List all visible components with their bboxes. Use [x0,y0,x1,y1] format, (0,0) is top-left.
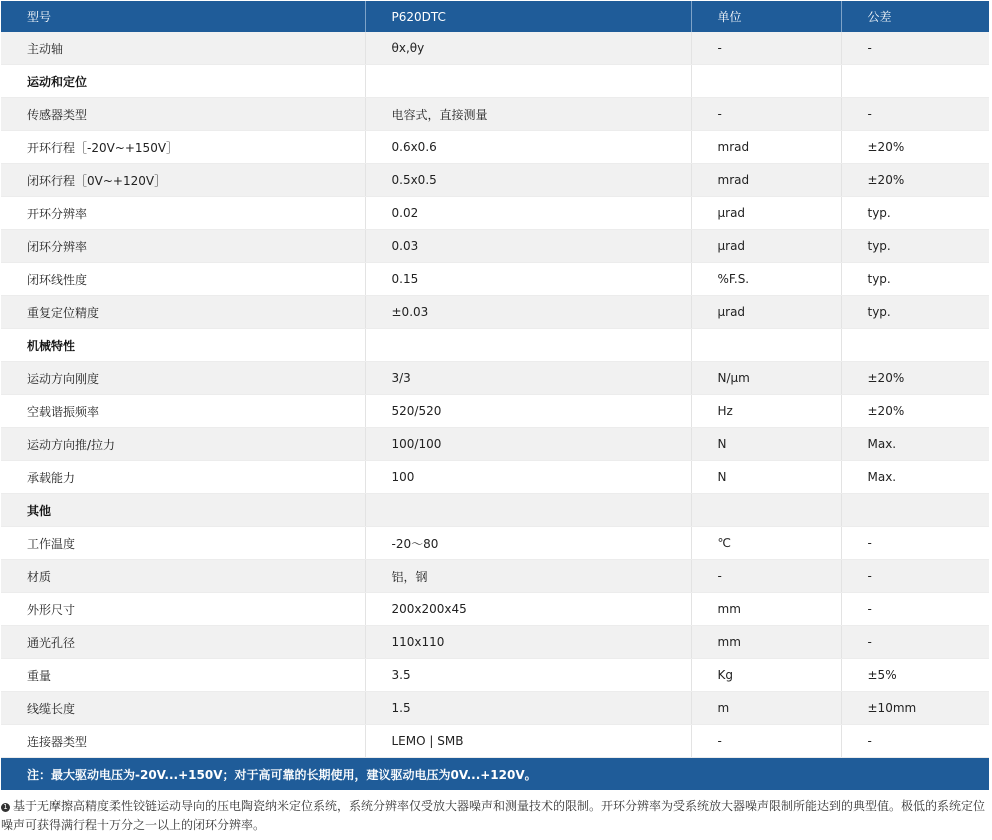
unit-cell: mrad [691,131,841,164]
unit-cell: m [691,692,841,725]
table-row [1,164,989,197]
param-name-cell: 空载谐振频率 [1,395,365,428]
unit-cell: - [691,560,841,593]
param-name-cell: 承载能力 [1,461,365,494]
value-cell [365,494,691,527]
value-cell: 1.5 [365,692,691,725]
value-cell: 110x110 [365,626,691,659]
section-row [1,65,989,98]
table-row [1,659,989,692]
table-row [1,296,989,329]
header-cell-unit: 单位 [691,1,841,32]
table-row [1,428,989,461]
param-name-cell: 重复定位精度 [1,296,365,329]
param-name-cell: 主动轴 [1,32,365,65]
param-name-cell: 闭环行程［0V~+120V］ [1,164,365,197]
param-name-cell: 开环行程［-20V~+150V］ [1,131,365,164]
section-title: 其他 [1,494,365,527]
tolerance-cell: - [841,593,989,626]
table-row [1,692,989,725]
tolerance-cell [841,329,989,362]
value-cell: 3.5 [365,659,691,692]
value-cell: 0.5x0.5 [365,164,691,197]
tolerance-cell: - [841,527,989,560]
tolerance-cell [841,65,989,98]
unit-cell: %F.S. [691,263,841,296]
param-name-cell: 通光孔径 [1,626,365,659]
param-name-cell: 开环分辨率 [1,197,365,230]
header-cell-model: 型号 [1,1,365,32]
tolerance-cell: - [841,32,989,65]
tolerance-cell: - [841,725,989,758]
value-cell: 铝，钢 [365,560,691,593]
tolerance-cell: ±5% [841,659,989,692]
unit-cell: - [691,98,841,131]
value-cell [365,65,691,98]
value-cell [365,329,691,362]
table-note: 注：最大驱动电压为-20V...+150V；对于高可靠的长期使用，建议驱动电压为0V...+120V。 [1,758,989,791]
tolerance-cell: ±20% [841,131,989,164]
tolerance-cell: typ. [841,197,989,230]
tolerance-cell: - [841,560,989,593]
value-cell: -20～80 [365,527,691,560]
footnote-text: 基于无摩擦高精度柔性铰链运动导向的压电陶瓷纳米定位系统，系统分辨率仅受放大器噪声和测量技术的限制。开环分辨率为受系统放大器噪声限制所能达到的典型值。极低的系统定位噪声可获得满行程十万分之一以上的闭环分辨率。 [1,799,986,832]
param-name-cell: 连接器类型 [1,725,365,758]
tolerance-cell: ±20% [841,362,989,395]
tolerance-cell: ±20% [841,164,989,197]
table-row [1,395,989,428]
unit-cell [691,329,841,362]
tolerance-cell: ±10mm [841,692,989,725]
table-header-row [1,1,989,32]
note-row [1,758,989,791]
unit-cell: Hz [691,395,841,428]
value-cell: LEMO | SMB [365,725,691,758]
value-cell: 电容式，直接测量 [365,98,691,131]
param-name-cell: 传感器类型 [1,98,365,131]
section-title: 运动和定位 [1,65,365,98]
unit-cell: μrad [691,197,841,230]
value-cell: θx,θy [365,32,691,65]
spec-table [1,1,989,790]
tolerance-cell: typ. [841,230,989,263]
tolerance-cell: Max. [841,428,989,461]
tolerance-cell: typ. [841,263,989,296]
value-cell: 3/3 [365,362,691,395]
param-name-cell: 闭环线性度 [1,263,365,296]
unit-cell [691,65,841,98]
unit-cell [691,494,841,527]
unit-cell: - [691,32,841,65]
param-name-cell: 运动方向刚度 [1,362,365,395]
tolerance-cell: ±20% [841,395,989,428]
table-row [1,98,989,131]
unit-cell: N [691,461,841,494]
unit-cell: mrad [691,164,841,197]
value-cell: 0.6x0.6 [365,131,691,164]
table-row [1,626,989,659]
param-name-cell: 线缆长度 [1,692,365,725]
unit-cell: ℃ [691,527,841,560]
unit-cell: μrad [691,296,841,329]
section-row [1,494,989,527]
table-row [1,230,989,263]
value-cell: 100/100 [365,428,691,461]
table-row [1,593,989,626]
tolerance-cell: Max. [841,461,989,494]
param-name-cell: 闭环分辨率 [1,230,365,263]
unit-cell: - [691,725,841,758]
param-name-cell: 材质 [1,560,365,593]
value-cell: 200x200x45 [365,593,691,626]
circled-number-one-icon: 1 [1,803,10,812]
section-row [1,329,989,362]
value-cell: 0.02 [365,197,691,230]
tolerance-cell [841,494,989,527]
value-cell: ±0.03 [365,296,691,329]
value-cell: 0.15 [365,263,691,296]
header-cell-product: P620DTC [365,1,691,32]
tolerance-cell: - [841,98,989,131]
table-row [1,131,989,164]
table-row [1,560,989,593]
table-body [1,32,989,758]
unit-cell: Kg [691,659,841,692]
param-name-cell: 重量 [1,659,365,692]
param-name-cell: 工作温度 [1,527,365,560]
table-row [1,362,989,395]
table-row [1,527,989,560]
table-row [1,197,989,230]
param-name-cell: 外形尺寸 [1,593,365,626]
tolerance-cell: - [841,626,989,659]
footnote [1,797,989,835]
table-row [1,32,989,65]
value-cell: 520/520 [365,395,691,428]
table-row [1,263,989,296]
param-name-cell: 运动方向推/拉力 [1,428,365,461]
table-row [1,461,989,494]
unit-cell: N/μm [691,362,841,395]
table-row [1,725,989,758]
value-cell: 100 [365,461,691,494]
value-cell: 0.03 [365,230,691,263]
section-title: 机械特性 [1,329,365,362]
unit-cell: μrad [691,230,841,263]
header-cell-tolerance: 公差 [841,1,989,32]
unit-cell: mm [691,626,841,659]
unit-cell: N [691,428,841,461]
tolerance-cell: typ. [841,296,989,329]
unit-cell: mm [691,593,841,626]
